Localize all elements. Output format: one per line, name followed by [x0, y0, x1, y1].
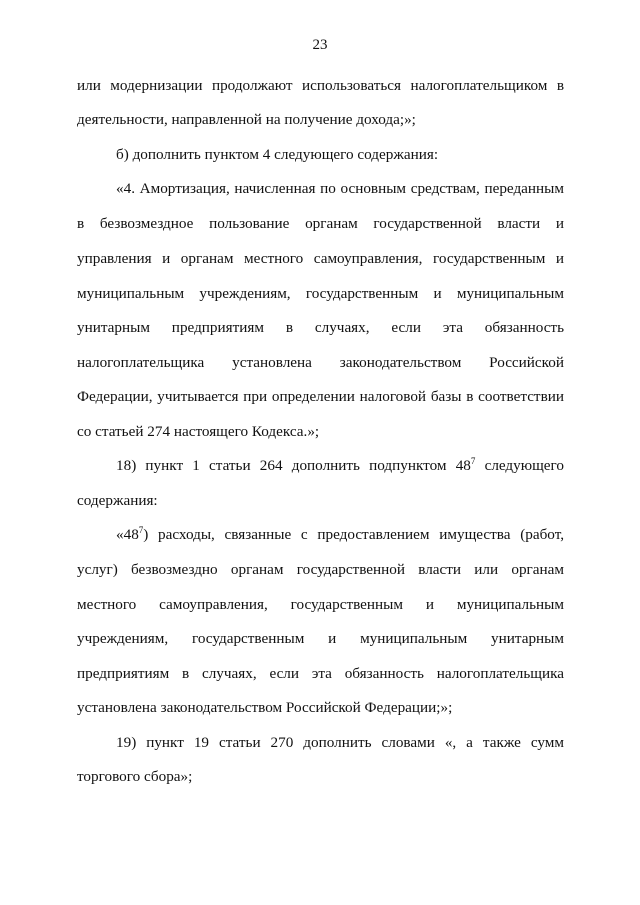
text-line: местного самоуправления, государственным и муниципальным	[77, 596, 564, 613]
text-line: со статьей 274 настоящего Кодекса.»;	[77, 423, 320, 440]
text-line: в безвозмездное пользование органам государственной власти и	[77, 215, 564, 232]
text-line: налогоплательщика установлена законодательством Российской	[77, 354, 564, 371]
text-line: содержания:	[77, 492, 158, 509]
text-line: муниципальным учреждениям, государственным и муниципальным	[77, 285, 564, 302]
text-segment: 18) пункт 1 статьи 264 дополнить подпунктом 48	[116, 457, 471, 474]
text-line: деятельности, направленной на получение дохода;»;	[77, 111, 416, 128]
text-line: «4. Амортизация, начисленная по основным средствам, переданным	[116, 180, 564, 197]
page-number: 23	[312, 37, 328, 53]
text-line	[116, 456, 564, 476]
text-line: услуг) безвозмездно органам государственной власти или органам	[77, 561, 564, 578]
text-line: б) дополнить пунктом 4 следующего содержания:	[116, 146, 439, 163]
superscript: 7	[470, 456, 476, 466]
text-line	[116, 525, 564, 545]
text-segment: ) расходы, связанные с предоставлением имущества (работ,	[143, 526, 564, 543]
text-line: 19) пункт 19 статьи 270 дополнить словами «, а также сумм	[116, 734, 564, 751]
text-segment: следующего	[475, 457, 564, 474]
text-line: учреждениям, государственным и муниципальным унитарным	[77, 630, 564, 647]
superscript: 7	[138, 525, 144, 535]
text-line: предприятиям в случаях, если эта обязанность налогоплательщика	[77, 665, 564, 682]
text-line: торгового сбора»;	[77, 768, 193, 785]
text-segment: «48	[116, 526, 139, 543]
text-line: Федерации, учитывается при определении налоговой базы в соответствии	[77, 388, 564, 405]
text-line: или модернизации продолжают использоваться налогоплательщиком в	[77, 77, 564, 94]
text-line: унитарным предприятиям в случаях, если эта обязанность	[77, 319, 564, 336]
text-line: установлена законодательством Российской Федерации;»;	[77, 699, 453, 716]
text-line: управления и органам местного самоуправления, государственным и	[77, 250, 564, 267]
